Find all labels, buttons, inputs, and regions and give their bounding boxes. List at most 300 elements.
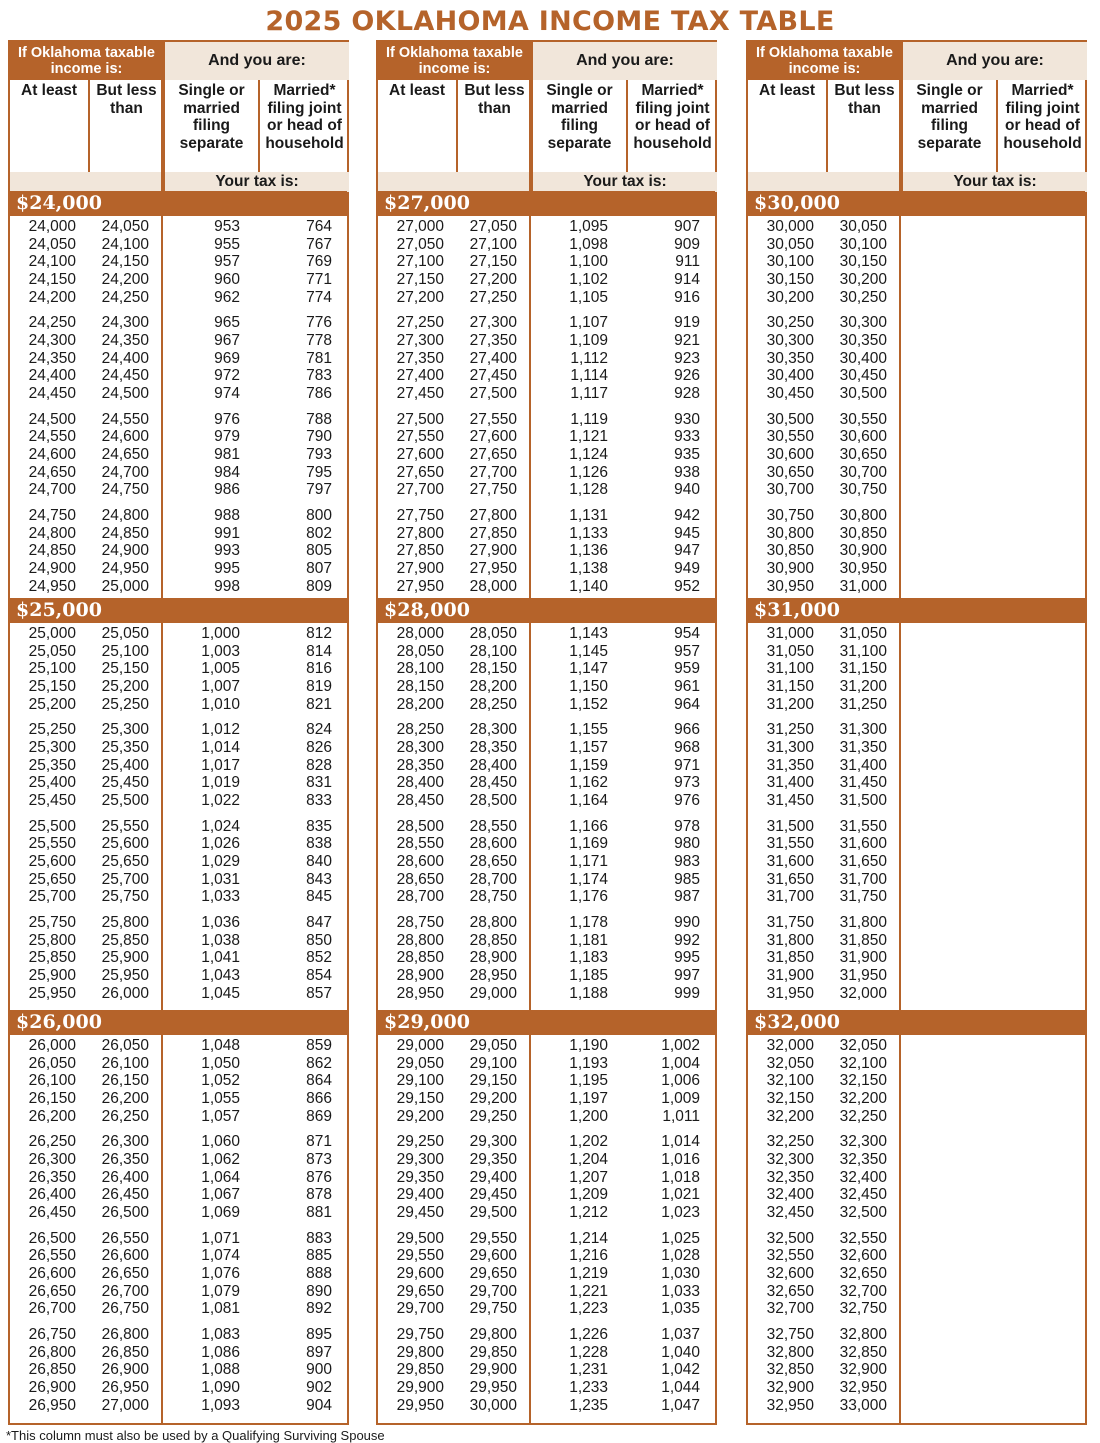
income-band-label: $28,000 [378, 598, 715, 623]
married-tax-cell: 1,006 [661, 1072, 700, 1090]
married-tax-cell: 769 [306, 253, 332, 271]
at-least-cell: 27,050 [396, 235, 444, 253]
col-but-less-than: But less than [826, 80, 901, 192]
col-married: Married* filing joint or head of household [996, 80, 1087, 192]
married-tax-cell: 812 [306, 625, 332, 642]
at-least-cell: 26,600 [28, 1265, 76, 1282]
table-row [378, 985, 715, 1003]
at-least-cell: 30,900 [766, 560, 814, 577]
married-tax-cell: 888 [306, 1265, 332, 1282]
at-least-cell: 26,250 [28, 1133, 76, 1151]
table-row [748, 1037, 1085, 1055]
married-tax-cell: 800 [306, 506, 332, 524]
at-least-cell: 28,750 [396, 913, 444, 931]
single-tax-cell: 1,140 [569, 577, 608, 595]
but-less-cell: 25,900 [101, 949, 149, 967]
at-least-cell: 31,100 [766, 660, 814, 678]
at-least-cell: 32,050 [766, 1054, 814, 1072]
at-least-cell: 31,500 [766, 817, 814, 835]
col-at-least: At least [21, 82, 77, 99]
married-tax-cell: 1,025 [661, 1229, 700, 1247]
but-less-cell: 24,300 [101, 314, 149, 332]
at-least-cell: 24,550 [28, 428, 76, 446]
but-less-cell: 31,450 [839, 774, 887, 792]
at-least-cell: 30,300 [766, 332, 814, 349]
table-row [10, 542, 347, 560]
table-row [10, 678, 347, 696]
but-less-cell: 32,800 [839, 1325, 887, 1343]
but-less-cell: 24,100 [101, 235, 149, 253]
table-row [748, 464, 1085, 482]
at-least-cell: 30,650 [766, 463, 814, 481]
at-least-cell: 31,200 [766, 695, 814, 713]
married-tax-cell: 802 [306, 524, 332, 542]
table-row [378, 218, 715, 236]
but-less-cell: 31,050 [839, 625, 887, 642]
at-least-cell: 25,600 [28, 853, 76, 870]
single-tax-cell: 1,071 [201, 1229, 240, 1247]
table-row [10, 1090, 347, 1108]
table-row [10, 428, 347, 446]
but-less-cell: 26,500 [101, 1204, 149, 1222]
married-tax-cell: 797 [306, 481, 332, 499]
but-less-cell: 27,100 [469, 235, 517, 253]
table-row [10, 1247, 347, 1265]
single-tax-cell: 1,117 [570, 385, 608, 403]
single-tax-cell: 1,014 [201, 739, 240, 756]
at-least-cell: 26,350 [28, 1168, 76, 1186]
but-less-cell: 26,850 [101, 1343, 149, 1361]
table-row [10, 1361, 347, 1379]
at-least-cell: 24,700 [28, 481, 76, 499]
at-least-cell: 31,250 [766, 721, 814, 739]
tax-panel-1 [8, 40, 349, 1425]
married-tax-cell: 883 [306, 1229, 332, 1247]
at-least-cell: 27,100 [396, 253, 444, 271]
but-less-cell: 28,900 [469, 949, 517, 967]
but-less-cell: 32,900 [839, 1361, 887, 1379]
table-row [748, 1169, 1085, 1187]
table-row [10, 1072, 347, 1090]
married-tax-cell: 809 [306, 577, 332, 595]
table-row [10, 236, 347, 254]
but-less-cell: 24,200 [101, 271, 149, 289]
but-less-cell: 30,700 [839, 463, 887, 481]
header-shade [378, 172, 531, 192]
table-row [10, 914, 347, 932]
at-least-cell: 32,300 [766, 1151, 814, 1168]
table-row [748, 818, 1085, 836]
table-row [10, 1133, 347, 1151]
at-least-cell: 27,850 [396, 542, 444, 560]
married-tax-cell: 835 [306, 817, 332, 835]
married-tax-cell: 968 [674, 739, 700, 756]
but-less-cell: 25,000 [101, 577, 149, 595]
married-tax-cell: 926 [674, 367, 700, 385]
single-tax-cell: 1,100 [569, 253, 608, 271]
married-tax-cell: 786 [306, 385, 332, 403]
at-least-cell: 30,600 [766, 446, 814, 463]
income-band-label: $30,000 [748, 191, 1085, 216]
at-least-cell: 31,400 [766, 774, 814, 792]
footnote: *This column must also be used by a Qualifying Surviving Spouse [6, 1428, 385, 1443]
at-least-cell: 25,750 [28, 913, 76, 931]
at-least-cell: 25,650 [28, 870, 76, 888]
married-tax-cell: 847 [306, 913, 332, 931]
single-tax-cell: 1,138 [569, 560, 608, 577]
but-less-cell: 25,150 [101, 660, 149, 678]
single-tax-cell: 1,041 [201, 949, 240, 967]
table-row [378, 332, 715, 350]
table-row [10, 660, 347, 678]
single-tax-cell: 962 [214, 288, 240, 306]
at-least-cell: 25,400 [28, 774, 76, 792]
but-less-cell: 30,400 [839, 349, 887, 367]
single-tax-cell: 1,090 [201, 1379, 240, 1396]
single-tax-cell: 1,005 [201, 660, 240, 678]
at-least-cell: 30,850 [766, 542, 814, 560]
at-least-cell: 30,100 [766, 253, 814, 271]
married-tax-cell: 947 [674, 542, 700, 560]
single-tax-cell: 1,185 [569, 967, 608, 984]
at-least-cell: 24,950 [28, 577, 76, 595]
married-tax-cell: 805 [306, 542, 332, 560]
single-tax-cell: 1,121 [569, 428, 608, 446]
but-less-cell: 24,850 [101, 524, 149, 542]
at-least-cell: 26,950 [28, 1396, 76, 1414]
married-tax-cell: 983 [674, 853, 700, 870]
at-least-cell: 27,650 [396, 463, 444, 481]
but-less-cell: 27,350 [469, 332, 517, 349]
married-tax-cell: 881 [306, 1204, 332, 1222]
table-row [748, 1090, 1085, 1108]
but-less-cell: 32,700 [839, 1282, 887, 1300]
single-tax-cell: 1,095 [569, 218, 608, 235]
table-row [748, 428, 1085, 446]
table-row [748, 481, 1085, 499]
married-tax-cell: 961 [674, 678, 700, 696]
header-shade [10, 172, 163, 192]
but-less-cell: 31,400 [839, 756, 887, 774]
but-less-cell: 29,450 [469, 1186, 517, 1204]
at-least-cell: 30,200 [766, 288, 814, 306]
at-least-cell: 25,800 [28, 931, 76, 949]
married-tax-cell: 878 [306, 1186, 332, 1204]
col-single: Single or married filing separate [163, 80, 258, 192]
at-least-cell: 24,600 [28, 446, 76, 463]
table-row [748, 1300, 1085, 1318]
married-tax-cell: 957 [674, 642, 700, 660]
table-row [748, 871, 1085, 889]
but-less-cell: 25,950 [101, 967, 149, 984]
married-tax-cell: 1,016 [661, 1151, 700, 1168]
but-less-cell: 31,350 [839, 739, 887, 756]
at-least-cell: 26,750 [28, 1325, 76, 1343]
table-row [378, 1169, 715, 1187]
at-least-cell: 28,200 [396, 695, 444, 713]
table-row [10, 350, 347, 368]
at-least-cell: 29,150 [396, 1090, 444, 1108]
but-less-cell: 25,800 [101, 913, 149, 931]
but-less-cell: 25,450 [101, 774, 149, 792]
table-row [10, 739, 347, 757]
but-less-cell: 24,600 [101, 428, 149, 446]
table-row [378, 1037, 715, 1055]
table-row [378, 1090, 715, 1108]
but-less-cell: 26,550 [101, 1229, 149, 1247]
single-tax-cell: 1,214 [569, 1229, 608, 1247]
but-less-cell: 30,100 [839, 235, 887, 253]
table-row [378, 367, 715, 385]
table-row [748, 625, 1085, 643]
table-row [378, 1361, 715, 1379]
but-less-cell: 25,050 [101, 625, 149, 642]
but-less-cell: 24,500 [101, 385, 149, 403]
single-tax-cell: 1,088 [201, 1361, 240, 1379]
single-tax-cell: 969 [214, 349, 240, 367]
table-row [748, 678, 1085, 696]
single-tax-cell: 1,017 [201, 756, 240, 774]
married-tax-cell: 928 [674, 385, 700, 403]
but-less-cell: 26,200 [101, 1090, 149, 1108]
married-tax-cell: 942 [674, 506, 700, 524]
table-row [748, 1133, 1085, 1151]
table-row [10, 1300, 347, 1318]
table-row [378, 643, 715, 661]
married-tax-cell: 1,040 [661, 1343, 700, 1361]
at-least-cell: 27,400 [396, 367, 444, 385]
single-tax-cell: 1,169 [569, 835, 608, 853]
but-less-cell: 31,550 [839, 817, 887, 835]
married-tax-cell: 1,018 [661, 1168, 700, 1186]
table-row [748, 1247, 1085, 1265]
at-least-cell: 30,050 [766, 235, 814, 253]
single-tax-cell: 979 [214, 428, 240, 446]
at-least-cell: 32,150 [766, 1090, 814, 1108]
table-row [10, 792, 347, 810]
single-tax-cell: 1,157 [569, 739, 608, 756]
at-least-cell: 27,150 [396, 271, 444, 289]
table-row [748, 643, 1085, 661]
single-tax-cell: 1,162 [569, 774, 608, 792]
at-least-cell: 28,700 [396, 888, 444, 906]
married-tax-cell: 850 [306, 931, 332, 949]
at-least-cell: 24,250 [28, 314, 76, 332]
married-tax-cell: 1,011 [662, 1107, 700, 1125]
married-tax-cell: 907 [674, 218, 700, 235]
table-row [10, 253, 347, 271]
table-row [748, 236, 1085, 254]
table-row [748, 739, 1085, 757]
married-tax-cell: 900 [306, 1361, 332, 1379]
married-tax-cell: 764 [306, 218, 332, 235]
table-row [10, 218, 347, 236]
table-row [748, 1186, 1085, 1204]
single-tax-cell: 1,119 [570, 410, 608, 428]
table-row [378, 350, 715, 368]
table-row [10, 888, 347, 906]
at-least-cell: 28,550 [396, 835, 444, 853]
but-less-cell: 26,600 [101, 1247, 149, 1265]
but-less-cell: 29,000 [469, 984, 517, 1002]
single-tax-cell: 1,083 [201, 1325, 240, 1343]
but-less-cell: 30,150 [839, 253, 887, 271]
at-least-cell: 24,800 [28, 524, 76, 542]
married-tax-cell: 933 [674, 428, 700, 446]
table-row [748, 314, 1085, 332]
single-tax-cell: 1,057 [201, 1107, 240, 1125]
but-less-cell: 31,750 [839, 888, 887, 906]
single-tax-cell: 1,055 [201, 1090, 240, 1108]
table-row [748, 835, 1085, 853]
table-row [378, 542, 715, 560]
at-least-cell: 28,400 [396, 774, 444, 792]
married-tax-cell: 790 [306, 428, 332, 446]
but-less-cell: 29,300 [469, 1133, 517, 1151]
table-row [378, 1055, 715, 1073]
but-less-cell: 27,600 [469, 428, 517, 446]
single-tax-cell: 1,033 [201, 888, 240, 906]
but-less-cell: 28,350 [469, 739, 517, 756]
at-least-cell: 30,500 [766, 410, 814, 428]
table-row [10, 1204, 347, 1222]
at-least-cell: 32,200 [766, 1107, 814, 1125]
married-tax-cell: 826 [306, 739, 332, 756]
but-less-cell: 30,050 [839, 218, 887, 235]
married-tax-cell: 771 [306, 271, 332, 289]
single-tax-cell: 1,150 [569, 678, 608, 696]
at-least-cell: 29,350 [396, 1168, 444, 1186]
table-row [378, 1186, 715, 1204]
at-least-cell: 30,350 [766, 349, 814, 367]
but-less-cell: 32,400 [839, 1168, 887, 1186]
table-row [10, 774, 347, 792]
but-less-cell: 26,150 [101, 1072, 149, 1090]
married-tax-cell: 971 [674, 756, 700, 774]
married-tax-cell: 1,014 [661, 1133, 700, 1151]
at-least-cell: 26,100 [28, 1072, 76, 1090]
but-less-cell: 26,350 [101, 1151, 149, 1168]
income-band-label: $32,000 [748, 1010, 1085, 1035]
but-less-cell: 27,700 [469, 463, 517, 481]
table-row [378, 446, 715, 464]
at-least-cell: 28,600 [396, 853, 444, 870]
table-row [10, 1055, 347, 1073]
table-row [378, 289, 715, 307]
but-less-cell: 27,450 [469, 367, 517, 385]
at-least-cell: 25,050 [28, 642, 76, 660]
but-less-cell: 30,900 [839, 542, 887, 560]
at-least-cell: 25,950 [28, 984, 76, 1002]
but-less-cell: 24,700 [101, 463, 149, 481]
at-least-cell: 26,650 [28, 1282, 76, 1300]
income-band-label: $24,000 [10, 191, 347, 216]
but-less-cell: 28,400 [469, 756, 517, 774]
at-least-cell: 32,000 [766, 1037, 814, 1054]
married-tax-cell: 916 [674, 288, 700, 306]
single-tax-cell: 1,043 [201, 967, 240, 984]
but-less-cell: 29,100 [469, 1054, 517, 1072]
but-less-cell: 27,400 [469, 349, 517, 367]
table-row [378, 1326, 715, 1344]
but-less-cell: 24,150 [101, 253, 149, 271]
but-less-cell: 29,200 [469, 1090, 517, 1108]
income-band-label: $29,000 [378, 1010, 715, 1035]
but-less-cell: 26,400 [101, 1168, 149, 1186]
single-tax-cell: 1,178 [569, 913, 608, 931]
tax-panel-3 [746, 40, 1087, 1425]
married-tax-cell: 824 [306, 721, 332, 739]
table-row [378, 1397, 715, 1415]
single-tax-cell: 1,181 [569, 931, 608, 949]
but-less-cell: 27,050 [469, 218, 517, 235]
at-least-cell: 29,400 [396, 1186, 444, 1204]
at-least-cell: 29,550 [396, 1247, 444, 1265]
single-tax-cell: 1,164 [569, 792, 608, 810]
but-less-cell: 27,750 [469, 481, 517, 499]
but-less-cell: 24,250 [101, 288, 149, 306]
single-tax-cell: 1,197 [569, 1090, 608, 1108]
but-less-cell: 30,950 [839, 560, 887, 577]
at-least-cell: 27,500 [396, 410, 444, 428]
married-tax-cell: 980 [674, 835, 700, 853]
col-single: Single or married filing separate [531, 80, 626, 192]
single-tax-cell: 957 [214, 253, 240, 271]
single-tax-cell: 1,133 [569, 524, 608, 542]
but-less-cell: 31,950 [839, 967, 887, 984]
at-least-cell: 24,350 [28, 349, 76, 367]
but-less-cell: 30,000 [469, 1396, 517, 1414]
at-least-cell: 24,200 [28, 288, 76, 306]
but-less-cell: 25,200 [101, 678, 149, 696]
table-row [378, 721, 715, 739]
married-tax-cell: 890 [306, 1282, 332, 1300]
but-less-cell: 27,800 [469, 506, 517, 524]
at-least-cell: 32,700 [766, 1300, 814, 1318]
married-tax-cell: 852 [306, 949, 332, 967]
single-tax-cell: 1,081 [201, 1300, 240, 1318]
table-row [10, 1265, 347, 1283]
but-less-cell: 32,000 [839, 984, 887, 1002]
single-tax-cell: 1,076 [201, 1265, 240, 1282]
table-row [378, 660, 715, 678]
table-row [10, 1379, 347, 1397]
table-row [10, 721, 347, 739]
header-shade [748, 172, 901, 192]
but-less-cell: 31,150 [839, 660, 887, 678]
at-least-cell: 25,000 [28, 625, 76, 642]
table-row [748, 1283, 1085, 1301]
single-tax-cell: 960 [214, 271, 240, 289]
single-tax-cell: 1,022 [201, 792, 240, 810]
but-less-cell: 28,600 [469, 835, 517, 853]
at-least-cell: 30,950 [766, 577, 814, 595]
single-tax-cell: 1,171 [569, 853, 608, 870]
but-less-cell: 31,500 [839, 792, 887, 810]
married-tax-cell: 819 [306, 678, 332, 696]
but-less-cell: 30,750 [839, 481, 887, 499]
at-least-cell: 29,100 [396, 1072, 444, 1090]
but-less-cell: 26,700 [101, 1282, 149, 1300]
but-less-cell: 27,200 [469, 271, 517, 289]
but-less-cell: 31,250 [839, 695, 887, 713]
your-tax-label: Your tax is: [901, 172, 1087, 192]
table-row [378, 678, 715, 696]
at-least-cell: 29,200 [396, 1107, 444, 1125]
at-least-cell: 32,850 [766, 1361, 814, 1379]
at-least-cell: 26,450 [28, 1204, 76, 1222]
table-row [748, 578, 1085, 596]
